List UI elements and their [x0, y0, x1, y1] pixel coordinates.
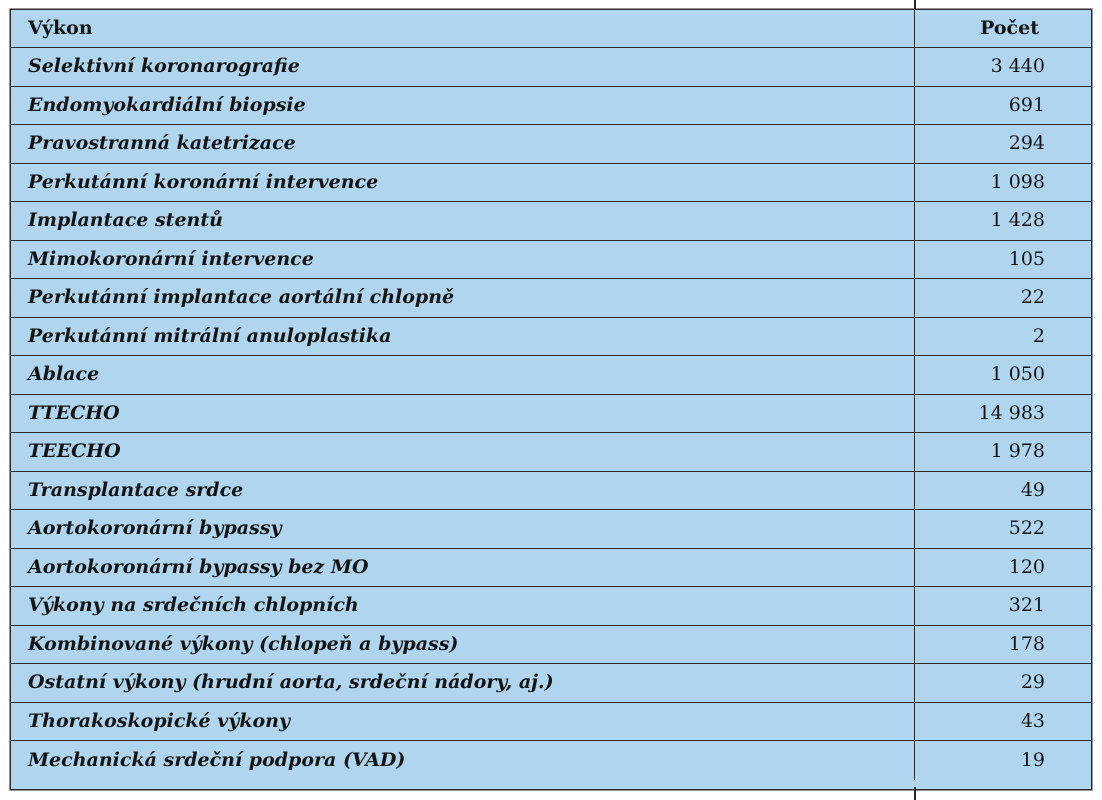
row-count: 294: [915, 125, 1091, 164]
row-procedure: Thorakoskopické výkony: [11, 703, 915, 742]
row-procedure: Aortokoronární bypassy bez MO: [11, 549, 915, 588]
row-procedure: Ablace: [11, 356, 915, 395]
row-count: 178: [915, 626, 1091, 665]
row-procedure: Endomyokardiální biopsie: [11, 87, 915, 126]
row-procedure: Perkutánní mitrální anuloplastika: [11, 318, 915, 357]
row-procedure: Ostatní výkony (hrudní aorta, srdeční nádory, aj.): [11, 664, 915, 703]
row-procedure: Transplantace srdce: [11, 472, 915, 511]
row-count: 29: [915, 664, 1091, 703]
row-count: 1 050: [915, 356, 1091, 395]
row-procedure: Aortokoronární bypassy: [11, 510, 915, 549]
row-count: 3 440: [915, 48, 1091, 87]
row-count: 1 428: [915, 202, 1091, 241]
column-divider-bottom-overrun: [914, 787, 916, 800]
row-procedure: Mechanická srdeční podpora (VAD): [11, 741, 915, 780]
column-header-procedure: Výkon: [11, 10, 915, 48]
row-count: 691: [915, 87, 1091, 126]
row-count: 1 978: [915, 433, 1091, 472]
row-count: 43: [915, 703, 1091, 742]
row-procedure: TEECHO: [11, 433, 915, 472]
row-count: 49: [915, 472, 1091, 511]
row-procedure: Mimokoronární intervence: [11, 241, 915, 280]
row-procedure: Kombinované výkony (chlopeň a bypass): [11, 626, 915, 665]
row-count: 321: [915, 587, 1091, 626]
row-procedure: Perkutánní koronární intervence: [11, 164, 915, 203]
row-procedure: Implantace stentů: [11, 202, 915, 241]
row-count: 120: [915, 549, 1091, 588]
row-count: 19: [1020, 748, 1045, 771]
column-header-count: Počet: [915, 10, 1091, 48]
row-count: 2: [915, 318, 1091, 357]
row-procedure: TTECHO: [11, 395, 915, 434]
row-count: 22: [915, 279, 1091, 318]
row-procedure: Perkutánní implantace aortální chlopně: [11, 279, 915, 318]
row-count: 1 098: [915, 164, 1091, 203]
procedures-table: [11, 10, 1091, 789]
row-procedure: Výkony na srdečních chlopních: [11, 587, 915, 626]
row-count: 14 983: [915, 395, 1091, 434]
row-count: 522: [915, 510, 1091, 549]
row-procedure: Selektivní koronarografie: [11, 48, 915, 87]
row-count: 105: [915, 241, 1091, 280]
row-procedure: Pravostranná katetrizace: [11, 125, 915, 164]
